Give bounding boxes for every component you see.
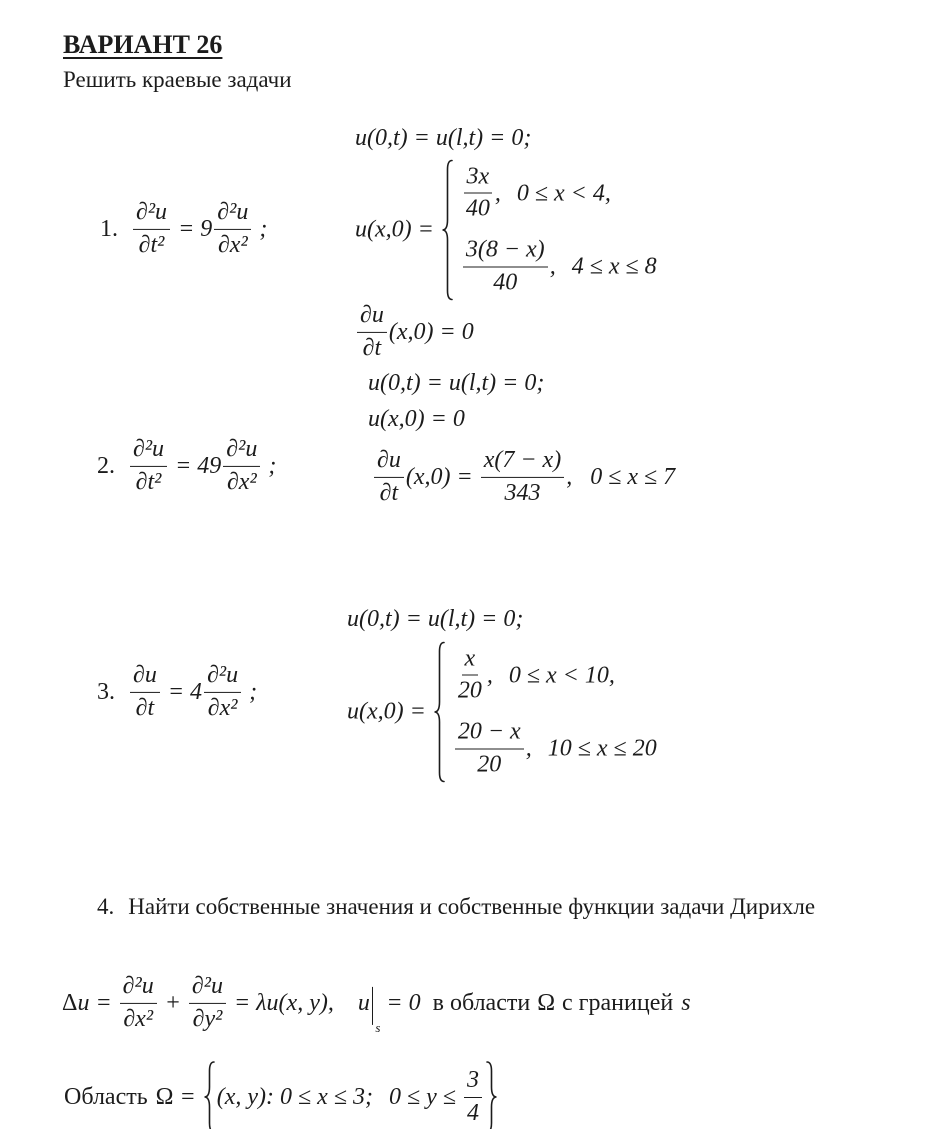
problem2-boundary-condition [368,369,544,398]
problem2-number: 2. [97,452,115,479]
fraction-denominator [215,230,251,260]
math-run: 0 ≤ y ≤ [389,1083,462,1110]
fraction-numerator [374,447,404,478]
math-run: ; [262,452,277,479]
math-run: 4 ≤ x ≤ 8 [571,253,657,280]
math-fraction [133,199,170,259]
problem4-number: 4. [97,894,115,919]
math-space [556,266,572,267]
case-row [461,237,657,297]
fraction-numerator [120,973,157,1004]
math-space [493,675,509,676]
fraction-denominator [120,1004,156,1034]
math-fraction [455,719,524,779]
math-run: u(x,0) = [355,216,440,243]
math-run: 40 [465,195,490,222]
problem1-boundary-condition [355,124,531,153]
math-fraction [464,1067,482,1127]
math-run: ∂t [135,694,155,721]
math-run: (x,0) = 0 [388,318,474,345]
math-run: u(0,t) = u(l,t) = 0; [368,370,545,396]
right-brace-icon [485,1061,498,1129]
math-run: 4 [467,1099,479,1126]
problem1-wave-equation [131,199,267,259]
fraction-denominator [455,676,485,706]
math-run: x(7 − x) [483,446,562,473]
math-run-upright: Ω [155,1083,174,1110]
problem4-heading: Найти собственные значения и собственные функции задачи Дирихле [128,894,816,919]
math-run: 0 ≤ x < 10, [508,662,615,688]
math-run: ∂u [133,661,157,688]
math-space [501,193,517,194]
group-left-brace [203,1061,216,1129]
math-run: 20 − x [457,718,521,745]
math-fraction [374,447,404,507]
fraction-denominator [490,267,520,297]
math-run: 3 [467,1066,479,1093]
fraction-numerator [204,662,241,693]
fraction-numerator [130,662,160,693]
math-run-upright: в области [432,989,531,1016]
math-run: = 49 [169,452,222,479]
math-run: = λu(x, y), [227,989,334,1016]
math-run: ; [243,678,258,705]
fraction-denominator [133,467,165,497]
math-run: u(0,t) = u(l,t) = 0; [355,125,532,151]
math-run-upright: Область [64,1083,148,1110]
math-fraction [357,302,387,362]
math-space [673,1003,681,1004]
restriction-bar [372,987,381,1035]
case-row [453,719,657,779]
math-space [555,1003,562,1004]
fraction-numerator [133,199,170,230]
math-run: ∂t² [135,468,162,495]
left-brace-icon [441,160,454,301]
problem2-wave-equation [128,436,276,496]
cases-rows [461,163,657,296]
math-space [421,1003,433,1004]
problem1-initial-displacement [355,160,657,301]
left-brace-icon [433,642,446,783]
problem2-initial-displacement [368,405,465,434]
fraction-denominator [133,693,158,723]
problem3-heat-equation [128,662,257,722]
math-fraction [130,662,160,722]
math-fraction [481,447,564,507]
math-run: (x,0) = [405,463,479,490]
math-fraction [189,973,226,1033]
fraction-numerator [481,447,564,478]
left-brace-icon [203,1061,216,1129]
cases-brace [441,160,454,301]
math-run: ∂t² [138,231,165,258]
math-run: 343 [504,479,541,506]
restriction-subscript: s [375,1019,381,1035]
fraction-numerator [130,436,167,467]
math-run: ∂²u [122,972,154,999]
problem4-eigenvalue-equation [62,973,691,1033]
problem4-domain-definition [64,1061,499,1129]
problem2-initial-velocity [372,447,675,507]
math-fraction [455,645,485,705]
math-run: ∂t [379,479,399,506]
math-run: ∂u [377,446,401,473]
math-run: ∂²u [217,198,249,225]
fraction-denominator [501,478,543,508]
fraction-numerator [223,436,260,467]
math-run: 0 ≤ x ≤ 7 [590,463,676,490]
math-space [572,477,590,478]
math-run: , [549,253,556,280]
fraction-numerator [357,302,387,333]
math-run: = 4 [161,678,203,705]
math-run: u(x,0) = 0 [368,406,465,432]
math-run: ∂²u [136,198,168,225]
problem1-initial-velocity [355,302,474,362]
math-fraction [204,662,241,722]
math-run-upright: Δ [62,989,78,1016]
case-row [453,645,657,705]
fraction-numerator [464,1067,482,1098]
math-run: ∂x² [217,231,248,258]
vertical-bar-icon [372,987,374,1025]
fraction-denominator [377,478,402,508]
math-run: , [566,463,573,490]
fraction-denominator [360,333,385,363]
math-run: u [357,989,370,1016]
math-run: ; [253,215,268,242]
math-fraction [214,199,251,259]
math-run: x [464,645,476,672]
fraction-numerator [462,645,479,676]
math-run: , [486,662,493,688]
math-run: u(0,t) = u(l,t) = 0; [347,606,524,632]
cases-rows [453,645,657,778]
problem3-initial-condition [347,642,657,783]
math-space [373,1097,389,1098]
problem1-equation-row [100,199,267,259]
document-header [63,30,292,93]
problem2-equation-row [97,436,276,496]
braced-content [217,1067,484,1127]
math-run: ∂t [362,334,382,361]
fraction-denominator [464,1098,482,1128]
math-run: u(x,0) = [347,698,432,725]
cases-brace [433,642,446,783]
math-run: ∂y² [192,1005,223,1032]
problem3-number: 3. [97,678,115,705]
problem4-heading-row [97,894,815,920]
math-fraction [130,436,167,496]
math-run: ∂²u [133,435,165,462]
fraction-numerator [189,973,226,1004]
math-run: = [173,1083,202,1110]
fraction-numerator [214,199,251,230]
math-space [334,1003,358,1004]
case-row [461,163,657,223]
math-run: ∂u [360,301,384,328]
document-subtitle: Решить краевые задачи [63,67,292,92]
math-run: s [681,989,691,1016]
document-title: ВАРИАНТ 26 [63,30,223,59]
math-space [532,748,548,749]
braced-group [202,1061,499,1129]
fraction-denominator [463,194,493,224]
fraction-denominator [136,230,168,260]
math-fraction [463,163,493,223]
piecewise-cases [440,160,657,301]
math-run: + [158,989,187,1016]
group-right-brace [485,1061,498,1129]
math-run: = 9 [172,215,213,242]
math-run: ∂x² [226,468,257,495]
fraction-denominator [474,749,504,779]
math-run-upright: Ω [537,989,556,1016]
fraction-numerator [464,163,493,194]
problem3-boundary-condition [347,605,523,634]
problem1-number: 1. [100,215,118,242]
math-run: ∂²u [191,972,223,999]
math-run: 3x [466,163,490,190]
math-run: 0 ≤ x < 4, [516,180,611,206]
math-run: 20 [477,751,502,778]
math-run: ∂²u [226,435,258,462]
math-run: 40 [493,269,518,296]
math-run: = 0 [380,989,421,1016]
math-run: 10 ≤ x ≤ 20 [547,735,657,762]
math-run: 3(8 − x) [465,236,545,263]
fraction-denominator [205,693,241,723]
math-run: ∂x² [207,694,238,721]
math-run: ∂²u [207,661,239,688]
math-run: 20 [457,677,482,704]
math-run: (x, y): 0 ≤ x ≤ 3; [216,1083,373,1110]
fraction-numerator [455,719,524,750]
math-fraction [120,973,157,1033]
math-run: ∂x² [123,1005,154,1032]
fraction-denominator [190,1004,226,1034]
math-fraction [223,436,260,496]
math-space [148,1097,156,1098]
piecewise-cases [432,642,657,783]
math-run-upright: с границей [562,989,674,1016]
math-space [530,1003,537,1004]
fraction-numerator [463,237,548,268]
problem3-equation-row [97,662,257,722]
fraction-denominator [224,467,260,497]
math-run: u = [77,989,118,1016]
math-fraction [463,237,548,297]
math-run: , [525,735,532,762]
math-run: , [494,180,501,206]
